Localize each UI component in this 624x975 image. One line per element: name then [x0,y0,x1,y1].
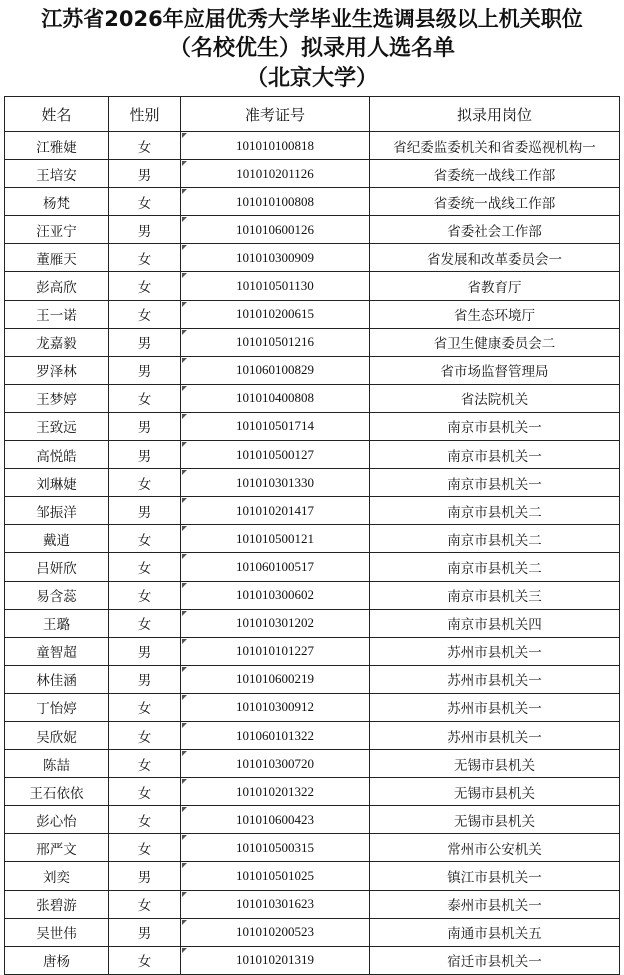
cell-sex: 女 [109,834,181,862]
cell-post: 南京市县机关二 [370,497,620,525]
cell-post: 苏州市县机关一 [370,721,620,749]
cell-post: 无锡市县机关 [370,778,620,806]
cell-sex: 女 [109,581,181,609]
cell-exam-id: 101010501025 [181,862,370,890]
cell-name: 唐杨 [5,946,109,974]
cell-post: 无锡市县机关 [370,750,620,778]
document-title [0,0,624,94]
cell-exam-id: 101010501216 [181,328,370,356]
cell-exam-id: 101010201417 [181,497,370,525]
cell-name: 陈喆 [5,750,109,778]
cell-name: 张碧游 [5,890,109,918]
cell-post: 省委统一战线工作部 [370,160,620,188]
table-row [5,918,620,946]
table-row [5,469,620,497]
table-row [5,356,620,384]
cell-name: 董雁天 [5,244,109,272]
cell-exam-id: 101010200615 [181,300,370,328]
cell-post: 省教育厅 [370,272,620,300]
cell-sex: 女 [109,721,181,749]
cell-sex: 女 [109,300,181,328]
cell-post: 省发展和改革委员会一 [370,244,620,272]
cell-name: 吴欣妮 [5,721,109,749]
cell-sex: 女 [109,553,181,581]
cell-exam-id: 101010500315 [181,834,370,862]
cell-name: 刘奕 [5,862,109,890]
cell-name: 彭高欣 [5,272,109,300]
cell-post: 省生态环境厅 [370,300,620,328]
table-row [5,160,620,188]
table-row [5,665,620,693]
table-row [5,328,620,356]
cell-post: 常州市公安机关 [370,834,620,862]
cell-name: 易含蕊 [5,581,109,609]
table-row [5,778,620,806]
cell-exam-id: 101010500127 [181,441,370,469]
table-row [5,806,620,834]
cell-sex: 女 [109,132,181,160]
cell-sex: 男 [109,665,181,693]
cell-sex: 女 [109,384,181,412]
cell-sex: 男 [109,216,181,244]
table-row [5,609,620,637]
cell-name: 刘琳婕 [5,469,109,497]
cell-sex: 男 [109,160,181,188]
cell-exam-id: 101010201126 [181,160,370,188]
cell-exam-id: 101010100808 [181,188,370,216]
cell-name: 吕妍欣 [5,553,109,581]
table-row [5,441,620,469]
cell-name: 王石依依 [5,778,109,806]
cell-exam-id: 101010501714 [181,412,370,440]
cell-post: 南通市县机关五 [370,918,620,946]
header-name: 姓名 [5,97,109,132]
cell-post: 南京市县机关二 [370,525,620,553]
cell-exam-id: 101060100517 [181,553,370,581]
cell-sex: 女 [109,750,181,778]
cell-name: 汪亚宁 [5,216,109,244]
cell-sex: 女 [109,272,181,300]
table-row [5,300,620,328]
cell-name: 罗泽林 [5,356,109,384]
cell-exam-id: 101010500121 [181,525,370,553]
cell-post: 省委统一战线工作部 [370,188,620,216]
table-row [5,216,620,244]
title-line-3: （北京大学） [245,66,378,91]
table-row [5,384,620,412]
cell-exam-id: 101010201322 [181,778,370,806]
table-row [5,890,620,918]
header-post: 拟录用岗位 [370,97,620,132]
table-row [5,525,620,553]
header-sex: 性别 [109,97,181,132]
table-header-row [5,97,620,132]
cell-post: 省纪委监委机关和省委巡视机构一 [370,132,620,160]
cell-exam-id: 101010300720 [181,750,370,778]
cell-post: 泰州市县机关一 [370,890,620,918]
cell-name: 王梦婷 [5,384,109,412]
cell-name: 王致远 [5,412,109,440]
table-row [5,581,620,609]
cell-name: 童智超 [5,637,109,665]
title-line-2: （名校优生）拟录用人选名单 [168,36,455,61]
cell-post: 省委社会工作部 [370,216,620,244]
cell-exam-id: 101010600219 [181,665,370,693]
table-row [5,553,620,581]
cell-name: 江雅婕 [5,132,109,160]
table-row [5,946,620,974]
table-row [5,693,620,721]
cell-exam-id: 101060101322 [181,721,370,749]
cell-sex: 男 [109,862,181,890]
cell-post: 苏州市县机关一 [370,637,620,665]
cell-sex: 男 [109,356,181,384]
cell-exam-id: 101010301202 [181,609,370,637]
candidate-table [4,96,620,975]
cell-post: 南京市县机关一 [370,412,620,440]
table-row [5,750,620,778]
cell-sex: 男 [109,918,181,946]
cell-post: 宿迁市县机关一 [370,946,620,974]
cell-sex: 女 [109,946,181,974]
cell-name: 邹振洋 [5,497,109,525]
cell-exam-id: 101010300909 [181,244,370,272]
cell-post: 南京市县机关三 [370,581,620,609]
cell-name: 王璐 [5,609,109,637]
table-row [5,834,620,862]
cell-exam-id: 101010200523 [181,918,370,946]
table-row [5,412,620,440]
cell-name: 王一诺 [5,300,109,328]
cell-exam-id: 101010501130 [181,272,370,300]
cell-sex: 女 [109,469,181,497]
cell-post: 苏州市县机关一 [370,665,620,693]
cell-sex: 女 [109,188,181,216]
table-row [5,132,620,160]
cell-post: 苏州市县机关一 [370,693,620,721]
cell-sex: 女 [109,693,181,721]
cell-name: 彭心怡 [5,806,109,834]
cell-sex: 女 [109,806,181,834]
cell-exam-id: 101010301623 [181,890,370,918]
title-line-1: 江苏省2026年应届优秀大学毕业生选调县级以上机关职位 [41,7,583,31]
cell-sex: 男 [109,497,181,525]
cell-name: 高悦皓 [5,441,109,469]
cell-name: 龙嘉毅 [5,328,109,356]
cell-name: 戴逍 [5,525,109,553]
cell-post: 无锡市县机关 [370,806,620,834]
cell-post: 省法院机关 [370,384,620,412]
cell-post: 省市场监督管理局 [370,356,620,384]
cell-post: 南京市县机关一 [370,469,620,497]
table-row [5,637,620,665]
cell-sex: 女 [109,609,181,637]
cell-sex: 男 [109,441,181,469]
cell-name: 林佳涵 [5,665,109,693]
cell-exam-id: 101060100829 [181,356,370,384]
cell-exam-id: 101010300912 [181,693,370,721]
header-exam-id: 准考证号 [181,97,370,132]
cell-post: 南京市县机关一 [370,441,620,469]
cell-exam-id: 101010201319 [181,946,370,974]
cell-post: 南京市县机关四 [370,609,620,637]
table-row [5,272,620,300]
cell-sex: 男 [109,637,181,665]
table-row [5,244,620,272]
cell-exam-id: 101010100818 [181,132,370,160]
cell-exam-id: 101010101227 [181,637,370,665]
table-row [5,188,620,216]
cell-name: 邢严文 [5,834,109,862]
cell-sex: 女 [109,778,181,806]
cell-post: 南京市县机关二 [370,553,620,581]
cell-sex: 女 [109,525,181,553]
table-row [5,862,620,890]
cell-exam-id: 101010600423 [181,806,370,834]
cell-exam-id: 101010300602 [181,581,370,609]
cell-sex: 女 [109,244,181,272]
cell-exam-id: 101010301330 [181,469,370,497]
table-row [5,721,620,749]
cell-sex: 男 [109,328,181,356]
cell-name: 吴世伟 [5,918,109,946]
table-row [5,497,620,525]
cell-name: 王培安 [5,160,109,188]
cell-sex: 女 [109,890,181,918]
cell-post: 省卫生健康委员会二 [370,328,620,356]
cell-name: 丁怡婷 [5,693,109,721]
cell-name: 杨梵 [5,188,109,216]
cell-post: 镇江市县机关一 [370,862,620,890]
cell-exam-id: 101010600126 [181,216,370,244]
cell-sex: 男 [109,412,181,440]
cell-exam-id: 101010400808 [181,384,370,412]
